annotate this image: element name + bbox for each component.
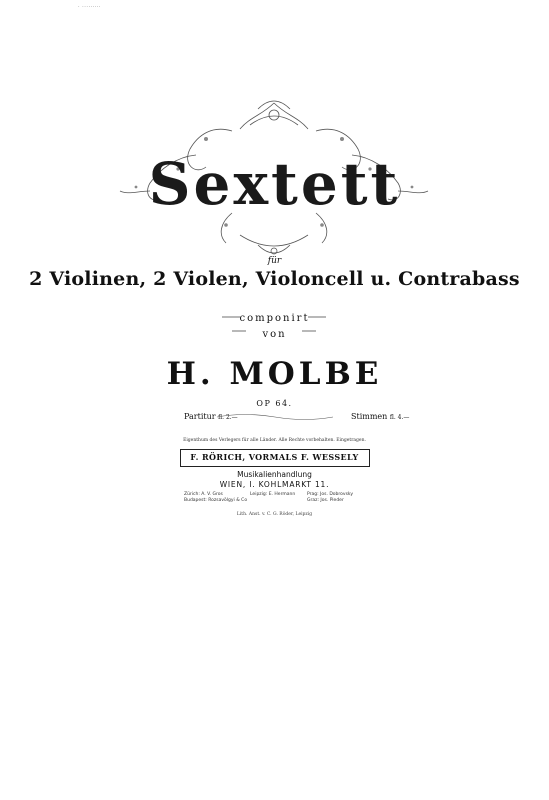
agency-line: Budapest: Rozsavölgyi & Co	[184, 498, 248, 503]
agency-entry	[250, 492, 295, 498]
partitur-price: fl. 2.—	[218, 414, 238, 421]
price-divider	[215, 412, 335, 422]
agency-line: Graz: Jos. Pieder	[307, 498, 344, 503]
rights-note: Eigenthum des Verlegers für alle Länder. Alle Rechte vorbehalten. Eingetragen.	[183, 438, 366, 443]
corner-mark: · ·········	[78, 4, 101, 10]
for-word: für	[267, 256, 282, 266]
by-word: von	[262, 329, 287, 340]
composed-word: componirt	[239, 313, 310, 324]
agency-line: Prag: Jos. Dobrovsky	[307, 492, 354, 497]
agency-entry	[184, 492, 247, 504]
agency-line: Zürich: A. V. Gros	[184, 492, 223, 497]
printer-note: Lith. Anst. v. C. G. Röder, Leipzig	[236, 512, 313, 517]
agency-entry	[307, 492, 353, 504]
agency-line: Leipzig: E. Hermann	[250, 492, 296, 497]
publisher-shop: Musikalienhandlung	[237, 470, 312, 479]
instrumentation: 2 Violinen, 2 Violen, Violoncell u. Contrabass	[29, 268, 520, 290]
stimmen-label: Stimmen	[351, 412, 388, 421]
stimmen-price-line	[351, 412, 409, 421]
stimmen-price: fl. 4.—	[389, 414, 410, 421]
opus-number: OP 64.	[256, 399, 293, 408]
composer-name: H. MOLBE	[166, 356, 383, 392]
publisher-address: WIEN, I. KOHLMARKT 11.	[219, 480, 330, 489]
publisher-name: F. RÖRICH, VORMALS F. WESSELY	[190, 452, 359, 462]
title: Sextett	[148, 150, 401, 218]
partitur-label: Partitur	[184, 412, 216, 421]
